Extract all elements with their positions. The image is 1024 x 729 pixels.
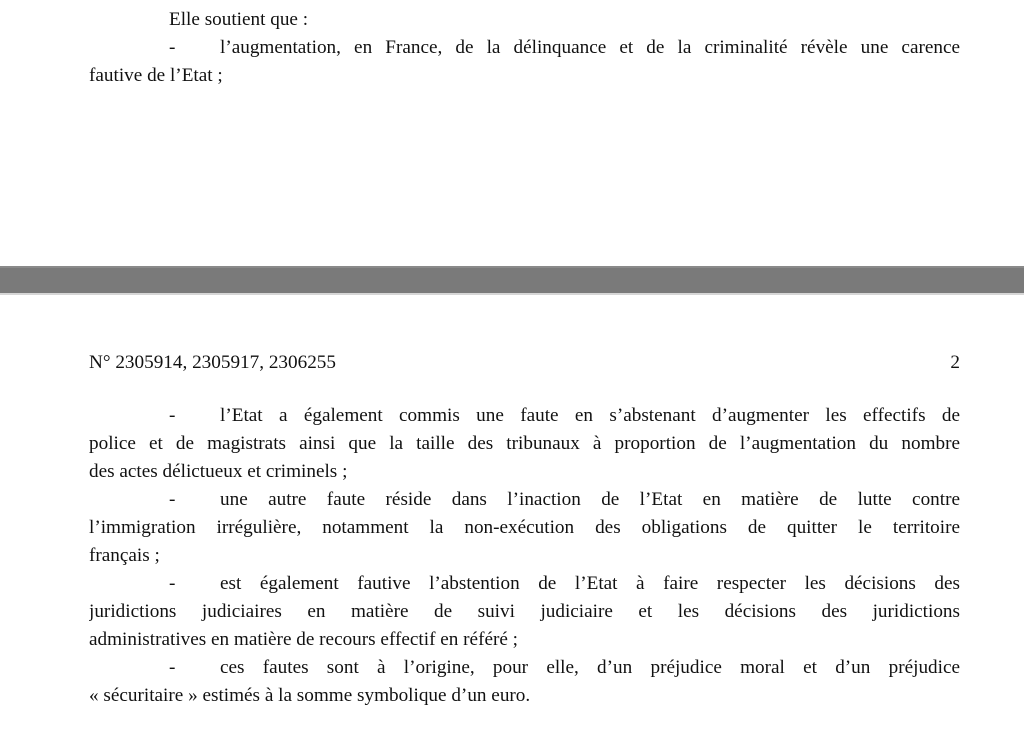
bullet-last-line: « sécuritaire » estimés à la somme symbolique d’un euro. <box>89 685 531 706</box>
top-text-block <box>89 6 960 90</box>
bullet-first-line: l’Etat a également commis une faute en s’abstenant d’augmenter les effectifs de <box>220 405 960 426</box>
top-bullet-first-line <box>89 34 960 62</box>
bullet-item-3 <box>89 570 960 598</box>
bullet-continuation-line: l’immigration irrégulière, notamment la non-exécution des obligations de quitter le territoire <box>89 517 960 538</box>
bullet-continuation-line: juridictions judiciaires en matière de suivi judiciaire et les décisions des juridictions <box>89 601 960 622</box>
bullet-dash: - <box>169 489 176 510</box>
bullet-item-1 <box>89 402 960 430</box>
page-separator <box>0 266 1024 295</box>
top-bullet-text: l’augmentation, en France, de la délinquance et de la criminalité révèle une carence <box>220 37 960 58</box>
intro-line: Elle soutient que : <box>169 9 309 30</box>
bullet-last-line: administratives en matière de recours effectif en référé ; <box>89 629 519 650</box>
bullet-dash: - <box>169 405 176 426</box>
case-numbers: N° 2305914, 2305917, 2306255 <box>89 352 336 373</box>
document-page-top <box>0 0 1024 266</box>
bullet-last-line: des actes délictueux et criminels ; <box>89 461 348 482</box>
bullet-item-4 <box>89 654 960 682</box>
bullet-continuation-line: police et de magistrats ainsi que la taille des tribunaux à proportion de l’augmentation du nombre <box>89 433 960 454</box>
bullet-dash: - <box>169 657 176 678</box>
top-bullet-continuation: fautive de l’Etat ; <box>89 65 223 86</box>
bullet-first-line: une autre faute réside dans l’inaction de l’Etat en matière de lutte contre <box>220 489 960 510</box>
bullet-item-2 <box>89 486 960 514</box>
page-number: 2 <box>950 352 960 373</box>
bottom-text-block <box>89 402 960 710</box>
bullet-last-line: français ; <box>89 545 160 566</box>
bullet-dash: - <box>169 573 176 594</box>
bullet-first-line: ces fautes sont à l’origine, pour elle, d’un préjudice moral et d’un préjudice <box>220 657 960 678</box>
bullet-first-line: est également fautive l’abstention de l’Etat à faire respecter les décisions des <box>220 573 960 594</box>
page-header <box>89 349 960 377</box>
bullet-dash: - <box>169 37 176 58</box>
